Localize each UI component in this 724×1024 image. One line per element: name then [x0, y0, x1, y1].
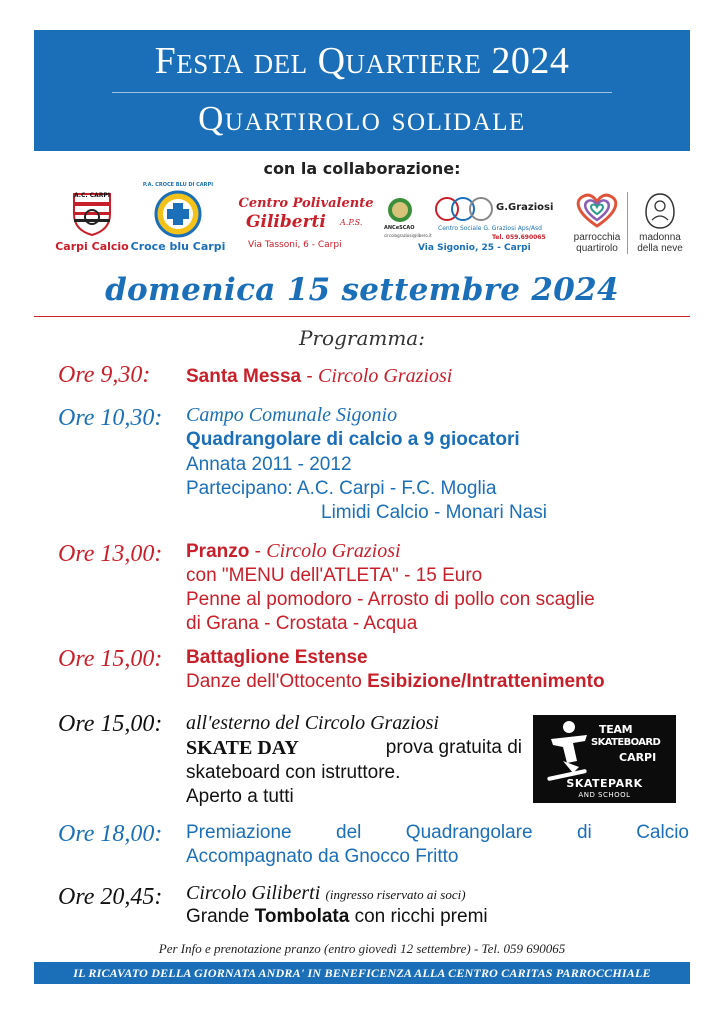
skate-line4: SKATEPARK	[566, 777, 643, 790]
ancescao-name: ANCeSCAO	[384, 225, 415, 231]
event-1-place: Circolo Graziosi	[318, 365, 453, 387]
event-5-line3: skateboard con istruttore.	[186, 762, 401, 783]
graziosi-address: Via Sigonio, 25 - Carpi	[418, 243, 531, 253]
event-1-sep: -	[301, 366, 319, 387]
event-time-3: Ore 13,00:	[58, 541, 163, 567]
madonna-line1: madonna	[639, 232, 681, 243]
event-5-line2	[186, 736, 522, 760]
giliberti-aps: A.P.S.	[340, 218, 363, 227]
date-divider	[34, 316, 690, 317]
giliberti-line1: Centro Polivalente	[238, 196, 374, 211]
event-7-line1	[186, 881, 466, 907]
event-1-line	[186, 364, 452, 389]
event-time-2: Ore 10,30:	[58, 405, 163, 431]
charity-footer: IL RICAVATO DELLA GIORNATA ANDRA' IN BENEFICENZA ALLA CENTRO CARITAS PARROCCHIALE	[34, 962, 690, 984]
madonna-line2: della neve	[637, 243, 683, 254]
header-divider	[112, 92, 612, 93]
croce-blu-label: Croce blu Carpi	[130, 240, 226, 253]
carpi-calcio-label: Carpi Calcio	[55, 240, 129, 253]
collaboration-label: con la collaborazione:	[263, 159, 461, 178]
page-subtitle: Quartirolo solidale	[198, 99, 526, 138]
madonna-logo	[630, 190, 690, 256]
event-4-title: Battaglione Estense	[186, 647, 368, 668]
skate-line1: TEAM	[599, 723, 633, 736]
graziosi-brand: G.Graziosi	[496, 202, 554, 213]
event-time-6: Ore 18,00:	[58, 821, 163, 847]
event-time-4: Ore 15,00:	[58, 646, 163, 672]
event-time-5: Ore 15,00:	[58, 711, 163, 737]
programma-heading: Programma:	[299, 326, 425, 350]
parrocchia-line2: quartirolo	[576, 243, 618, 254]
croce-blu-logo	[128, 182, 228, 256]
graziosi-logo	[418, 196, 560, 258]
event-time-1: Ore 9,30:	[58, 362, 151, 388]
event-5-line2rest: prova gratuita di	[385, 737, 522, 758]
event-3-line1	[186, 539, 401, 564]
event-2-line4: Partecipano: A.C. Carpi - F.C. Moglia	[186, 478, 497, 499]
header-banner	[34, 30, 690, 151]
croce-blu-badge: P.A. CROCE BLU DI CARPI	[142, 182, 214, 188]
event-7-note: (ingresso riservato ai soci)	[325, 887, 466, 902]
event-7-place: Circolo Giliberti	[186, 882, 321, 904]
event-4-line2a: Danze dell'Ottocento	[186, 671, 368, 692]
madonna-figure-icon	[630, 190, 690, 230]
event-6-line2: Accompagnato da Gnocco Fritto	[186, 846, 459, 867]
giliberti-name: Giliberti	[246, 212, 326, 232]
parrocchia-line1: parrocchia	[573, 232, 621, 243]
logo-divider	[627, 192, 628, 254]
event-2-line3: Annata 2011 - 2012	[186, 454, 352, 475]
skate-line3: CARPI	[619, 751, 657, 764]
ancescao-email: circolograziosi@libero.it	[384, 233, 432, 238]
ancescao-emblem-icon	[382, 196, 430, 224]
event-2-title: Quadrangolare di calcio a 9 giocatori	[186, 429, 520, 450]
heart-icon	[566, 190, 628, 230]
graziosi-desc: Centro Sociale G. Graziosi Aps/Asd	[438, 225, 542, 232]
event-2-line5: Limidi Calcio - Monari Nasi	[321, 502, 547, 523]
event-3-place: Circolo Graziosi	[266, 540, 401, 562]
event-3-line4: di Grana - Crostata - Acqua	[186, 613, 418, 634]
event-4-line2	[186, 670, 605, 694]
event-5-line4: Aperto a tutti	[186, 786, 294, 807]
event-time-7: Ore 20,45:	[58, 884, 163, 910]
event-5-place: all'esterno del Circolo Graziosi	[186, 712, 439, 734]
event-1-title: Santa Messa	[186, 366, 302, 387]
carpi-calcio-badge: A.C. CARPI	[73, 192, 111, 199]
giliberti-logo	[232, 196, 380, 256]
team-skateboard-logo	[533, 715, 676, 803]
graziosi-gg-icon	[434, 196, 498, 222]
event-7-tombolata: Tombolata	[254, 906, 350, 927]
giliberti-address: Via Tassoni, 6 - Carpi	[248, 240, 342, 250]
event-3-line2: con "MENU dell'ATLETA" - 15 Euro	[186, 565, 483, 586]
info-line: Per Info e prenotazione pranzo (entro giovedì 12 settembre) - Tel. 059 690065	[158, 941, 566, 956]
ancescao-logo	[382, 196, 430, 246]
carpi-calcio-logo	[50, 190, 134, 256]
event-4-line2b: Esibizione/Intrattenimento	[367, 671, 605, 692]
event-3-sep: -	[249, 541, 267, 562]
skate-line2: SKATEBOARD	[591, 737, 661, 748]
croce-blu-emblem-icon	[128, 190, 228, 238]
event-7-line2a: Grande	[186, 906, 255, 927]
event-3-line3: Penne al pomodoro - Arrosto di pollo con scaglie	[186, 589, 595, 610]
event-3-title: Pranzo	[186, 541, 250, 562]
graziosi-tel: Tel. 059.690065	[492, 234, 546, 241]
event-2-place: Campo Comunale Sigonio	[186, 404, 398, 426]
event-date: domenica 15 settembre 2024	[105, 272, 619, 308]
event-7-line2c: con ricchi premi	[349, 906, 488, 927]
event-6-line1: Premiazione del Quadrangolare di Calcio	[186, 822, 689, 843]
event-5-title: SKATE DAY	[186, 737, 299, 759]
skate-line5: AND SCHOOL	[578, 791, 631, 799]
page-title: Festa del Quartiere 2024	[154, 40, 570, 82]
event-7-line2	[186, 905, 488, 929]
parrocchia-logo	[566, 190, 628, 256]
